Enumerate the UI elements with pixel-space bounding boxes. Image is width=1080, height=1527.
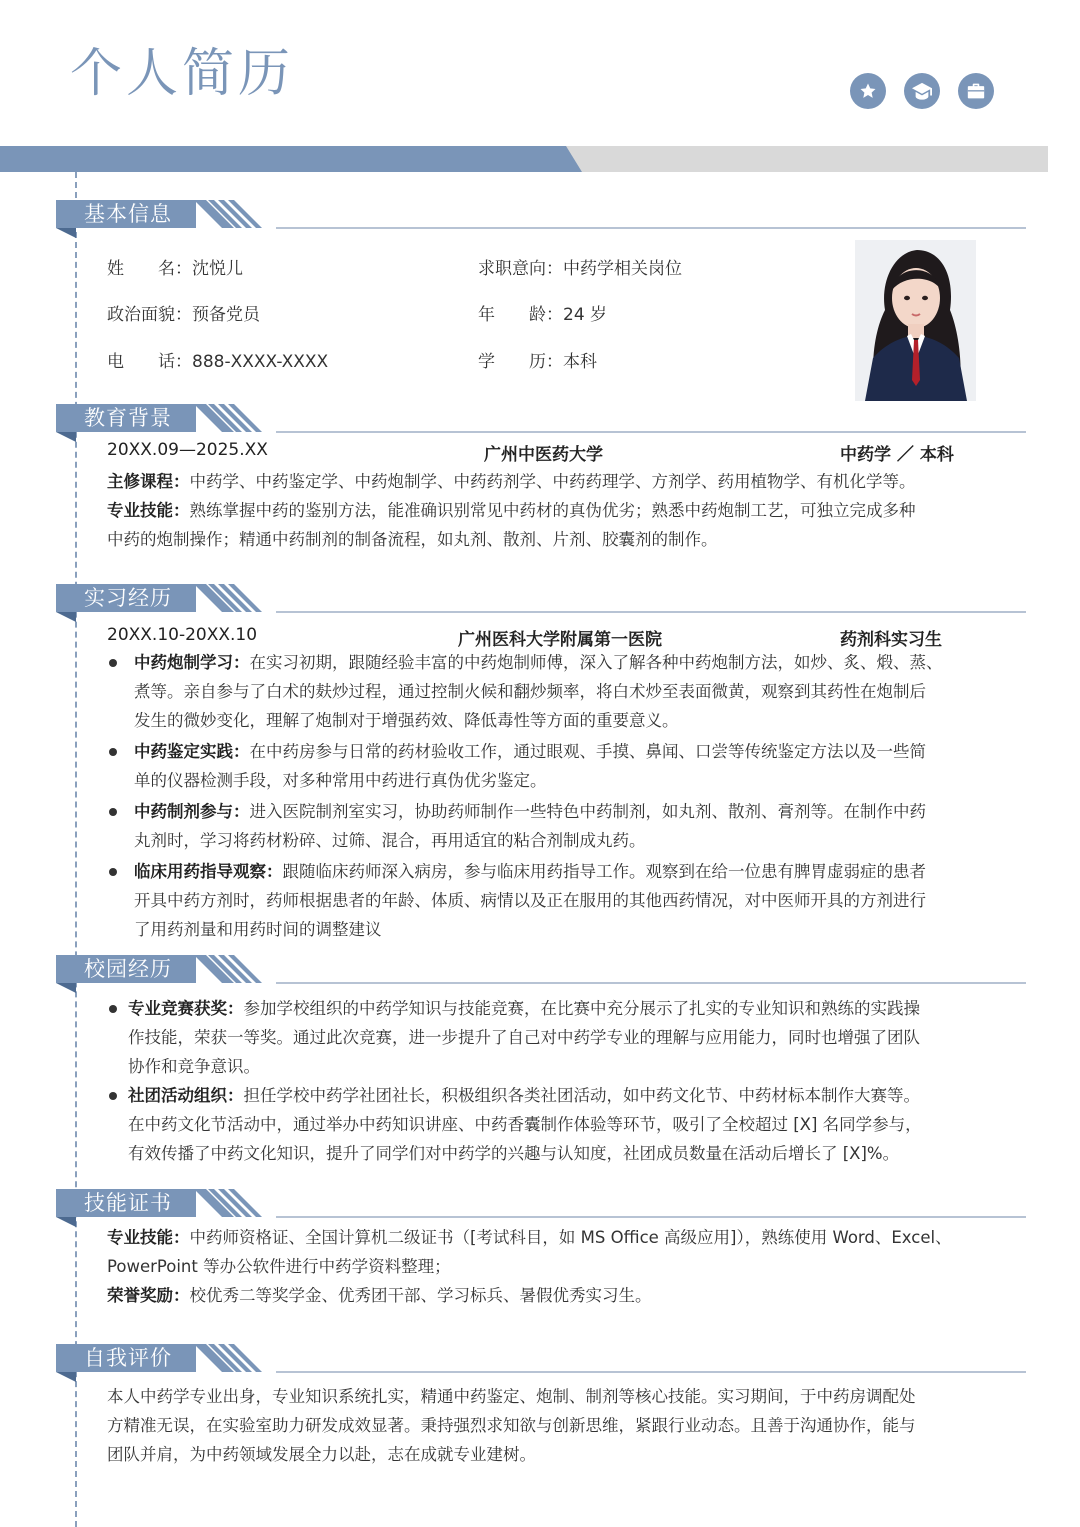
- stripes-decoration: [194, 955, 294, 984]
- page-title: 个人简历: [70, 44, 295, 104]
- intent-value: 中药学相关岗位: [563, 259, 682, 279]
- list-item: 中药制剂参与：进入医院制剂室实习，协助药师制作一些特色中药制剂，如丸剂、散剂、膏剂等。在制作中药 丸剂时，学习将药材粉碎、过筛、混合，再用适宜的粘合剂制成丸药。: [107, 797, 1027, 855]
- politics-value: 预备党员: [192, 305, 260, 325]
- intent-row: 求职意向：中药学相关岗位: [478, 259, 682, 279]
- stripes-decoration: [194, 584, 294, 613]
- name-value: 沈悦儿: [192, 259, 243, 279]
- bullet-icon: [109, 1092, 117, 1100]
- bullet-icon: [109, 808, 117, 816]
- profile-photo: [855, 240, 976, 401]
- section-header-self: [56, 1344, 1026, 1384]
- briefcase-icon: [958, 73, 994, 109]
- age-row: 年 龄：24 岁: [478, 305, 608, 325]
- section-header-internship: [56, 584, 1026, 624]
- degree-row: 学 历：本科: [478, 352, 597, 372]
- section-title: 自我评价: [56, 1344, 196, 1372]
- self-evaluation-paragraph: 本人中药学专业出身，专业知识系统扎实，精通中药鉴定、炮制、制剂等核心技能。实习期间，于中药房调配处 方精准无误，在实验室助力研发成效显著。秉持强烈求知欲与创新思维，紧跟行业动态。且善于沟通协作，能与 团队并肩，为中药领域发展全力以赴，志在成就专业建树。: [107, 1387, 916, 1464]
- graduation-cap-icon: [904, 73, 940, 109]
- phone-row: 电 话：888-XXXX-XXXX: [107, 352, 329, 372]
- section-title: 校园经历: [56, 955, 196, 983]
- section-header-education: [56, 404, 1026, 444]
- stripes-decoration: [194, 200, 294, 229]
- courses-paragraph: 主修课程：中药学、中药鉴定学、中药炮制学、中药药剂学、中药药理学、方剂学、药用植物学、有机化学等。: [107, 472, 916, 491]
- internship-list: [107, 648, 1027, 944]
- bullet-icon: [109, 1005, 117, 1013]
- stripes-decoration: [194, 1344, 294, 1373]
- name-row: 姓 名：沈悦儿: [107, 259, 243, 279]
- list-item: 专业竞赛获奖：参加学校组织的中药学知识与技能竞赛，在比赛中充分展示了扎实的专业知识和熟练的实践操 作技能，荣获一等奖。通过此次竞赛，进一步提升了自己对中药学专业的理解与应用能力，同时也增强了团队 协作和竞争意识。: [107, 994, 1027, 1081]
- certificates-paragraph: 专业技能：中药师资格证、全国计算机二级证书（[考试科目，如 MS Office 高级应用]），熟练使用 Word、Excel、 PowerPoint 等办公软件进行中药学资料整理； 荣誉奖励：校优秀二等奖学金、优秀团干部、学习标兵、暑假优秀实习生。: [107, 1228, 952, 1305]
- phone-value: 888-XXXX-XXXX: [192, 352, 329, 372]
- education-period: 20XX.09—2025.XX: [107, 440, 268, 460]
- campus-list: [107, 994, 1027, 1168]
- stripes-decoration: [194, 1189, 294, 1218]
- degree-value: 本科: [563, 352, 597, 372]
- age-value: 24 岁: [563, 305, 608, 325]
- section-header-basic: [56, 200, 1026, 240]
- skills-paragraph: 专业技能：熟练掌握中药的鉴别方法，能准确识别常见中药材的真伪优劣；熟悉中药炮制工艺，可独立完成多种 中药的炮制操作；精通中药制剂的制备流程，如丸剂、散剂、片剂、胶囊剂的制作。: [107, 501, 916, 549]
- bullet-icon: [109, 659, 117, 667]
- politics-row: 政治面貌：预备党员: [107, 305, 260, 325]
- header-icons: [850, 73, 994, 109]
- section-title: 实习经历: [56, 584, 196, 612]
- section-title: 教育背景: [56, 404, 196, 432]
- education-major: 中药学 ／ 本科: [840, 445, 954, 465]
- section-title: 技能证书: [56, 1189, 196, 1217]
- list-item: 中药炮制学习：在实习初期，跟随经验丰富的中药炮制师傅，深入了解各种中药炮制方法，如炒、炙、煅、蒸、 煮等。亲自参与了白术的麸炒过程，通过控制火候和翻炒频率，将白术炒至表面微黄，观察到其药性在炮制后 发生的微妙变化，理解了炮制对于增强药效、降低毒性等方面的重要意义。: [107, 648, 1027, 735]
- section-header-campus: [56, 955, 1026, 995]
- star-icon: [850, 73, 886, 109]
- internship-org: 广州医科大学附属第一医院: [458, 630, 662, 650]
- education-school: 广州中医药大学: [484, 445, 603, 465]
- bullet-icon: [109, 868, 117, 876]
- list-item: 社团活动组织：担任学校中药学社团社长，积极组织各类社团活动，如中药文化节、中药材标本制作大赛等。 在中药文化节活动中，通过举办中药知识讲座、中药香囊制作体验等环节，吸引了全校超过 [X] 名同学参与， 有效传播了中药文化知识，提升了同学们对中药学的兴趣与认知度，社团成员数量在活动后增长了 [X]%。: [107, 1081, 1027, 1168]
- bullet-icon: [109, 748, 117, 756]
- list-item: 中药鉴定实践：在中药房参与日常的药材验收工作，通过眼观、手摸、鼻闻、口尝等传统鉴定方法以及一些简 单的仪器检测手段，对多种常用中药进行真伪优劣鉴定。: [107, 737, 1027, 795]
- internship-role: 药剂科实习生: [840, 630, 942, 650]
- stripes-decoration: [194, 404, 294, 433]
- header-band: [0, 146, 1080, 172]
- list-item: 临床用药指导观察：跟随临床药师深入病房，参与临床用药指导工作。观察到在给一位患有脾胃虚弱症的患者 开具中药方剂时，药师根据患者的年龄、体质、病情以及正在服用的其他西药情况，对中医师开具的方剂进行 了用药剂量和用药时间的调整建议: [107, 857, 1027, 944]
- timeline-line: [75, 172, 77, 1527]
- section-title: 基本信息: [56, 200, 196, 228]
- internship-period: 20XX.10-20XX.10: [107, 625, 258, 645]
